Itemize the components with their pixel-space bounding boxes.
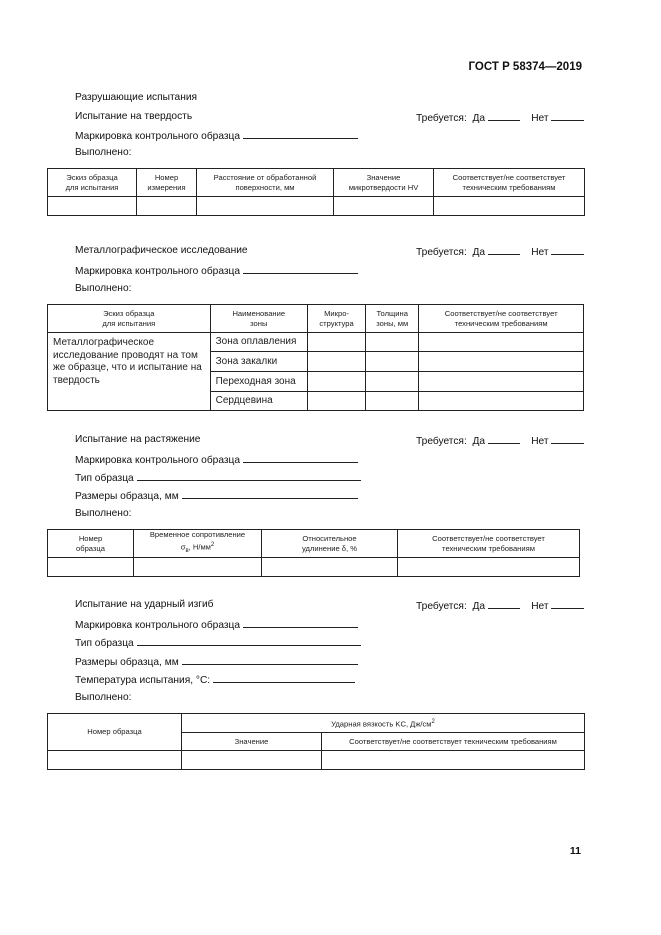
required-label: Требуется: [416, 601, 467, 612]
tensile-test-name: Испытание на растяжение [75, 434, 201, 445]
marking-label: Маркировка контрольного образца [75, 131, 241, 142]
no-blank[interactable] [551, 111, 584, 121]
size-blank[interactable] [182, 489, 358, 499]
zone-name: Сердцевина [210, 392, 307, 411]
table-cell[interactable] [307, 352, 365, 372]
impact-required [416, 599, 584, 613]
no-blank[interactable] [551, 599, 584, 609]
table-header-cell [210, 305, 307, 333]
table-header-cell [48, 530, 134, 558]
yes-blank[interactable] [488, 434, 520, 444]
sketch-note: Металлографическое исследование проводят на том же образце, что и испытание на твердость [48, 333, 211, 411]
header-text: Значение микротвердости HV [348, 172, 419, 192]
table-cell[interactable] [48, 751, 182, 770]
table-cell[interactable] [48, 558, 134, 577]
yes-label: Да [472, 247, 486, 258]
table-header-cell [48, 305, 211, 333]
tensile-marking [75, 453, 358, 467]
table-header-cell [334, 169, 434, 197]
impact-type [75, 636, 361, 650]
header-text: Эскиз образца для испытания [102, 308, 156, 328]
table-cell[interactable] [419, 333, 584, 352]
header-text: Номер образца [76, 533, 105, 553]
table-header-cell [398, 530, 580, 558]
metallography-marking [75, 264, 358, 278]
yes-blank[interactable] [488, 599, 520, 609]
yes-label: Да [472, 436, 486, 447]
header-text: Толщина зоны, мм [376, 308, 409, 328]
tensile-table [47, 529, 580, 577]
table-cell[interactable] [137, 197, 197, 216]
type-label: Тип образца [75, 638, 134, 649]
header-text: Эскиз образца для испытания [65, 172, 119, 192]
tensile-type [75, 471, 361, 485]
document-standard-header: ГОСТ Р 58374—2019 [468, 61, 582, 73]
hardness-marking [75, 129, 358, 143]
hardness-done-label: Выполнено: [75, 147, 132, 158]
zone-name: Зона закалки [210, 352, 307, 372]
type-label: Тип образца [75, 473, 134, 484]
table-header-cell [307, 305, 365, 333]
table-cell[interactable] [366, 372, 419, 392]
table-cell[interactable] [307, 372, 365, 392]
section-title: Разрушающие испытания [75, 92, 198, 103]
table-cell[interactable] [434, 197, 585, 216]
yes-blank[interactable] [488, 245, 520, 255]
unit-superscript: 2 [431, 718, 435, 725]
table-header-cell [262, 530, 398, 558]
no-label: Нет [531, 113, 549, 124]
table-cell[interactable] [48, 197, 137, 216]
table-cell[interactable] [307, 333, 365, 352]
header-text: Номер измерения [147, 172, 186, 192]
zone-name: Зона оплавления [210, 333, 307, 352]
hardness-table [47, 168, 585, 216]
table-cell[interactable] [322, 751, 585, 770]
table-header-cell [137, 169, 197, 197]
marking-blank[interactable] [243, 453, 358, 463]
table-header-cell [197, 169, 334, 197]
impact-size [75, 655, 358, 669]
size-label: Размеры образца, мм [75, 491, 179, 502]
metallography-done-label: Выполнено: [75, 283, 132, 294]
zone-name: Переходная зона [210, 372, 307, 392]
no-blank[interactable] [551, 245, 584, 255]
header-text: Микро- структура [319, 308, 354, 328]
marking-blank[interactable] [243, 129, 358, 139]
impact-test-name: Испытание на ударный изгиб [75, 599, 214, 610]
header-text: Соответствует/не соответствует техническим требованиям [452, 172, 566, 192]
impact-done-label: Выполнено: [75, 692, 132, 703]
page-number: 11 [569, 845, 581, 857]
table-header-cell [134, 530, 262, 558]
hardness-test-name: Испытание на твердость [75, 111, 193, 122]
unit-superscript: 2 [210, 542, 215, 549]
header-text: Наименование зоны [232, 308, 286, 328]
table-cell[interactable] [366, 392, 419, 411]
no-blank[interactable] [551, 434, 584, 444]
tensile-required [416, 434, 584, 448]
table-cell[interactable] [182, 751, 322, 770]
table-header-cell [434, 169, 585, 197]
table-header-cell [419, 305, 584, 333]
table-cell[interactable] [307, 392, 365, 411]
type-blank[interactable] [137, 471, 361, 481]
tensile-done-label: Выполнено: [75, 508, 132, 519]
yes-blank[interactable] [488, 111, 520, 121]
table-header-cell [48, 169, 137, 197]
header-text: Соответствует/не соответствует техническим требованиям [444, 308, 558, 328]
table-cell[interactable] [366, 352, 419, 372]
type-blank[interactable] [137, 636, 361, 646]
no-label: Нет [531, 601, 549, 612]
table-cell[interactable] [134, 558, 262, 577]
table-cell[interactable] [262, 558, 398, 577]
sigma-subscript: в [185, 548, 189, 555]
impact-temperature [75, 673, 355, 687]
table-header-cell [182, 714, 585, 733]
table-header-cell: Соответствует/не соответствует техническим требованиям [322, 733, 585, 751]
marking-label: Маркировка контрольного образца [75, 620, 241, 631]
table-cell[interactable] [366, 333, 419, 352]
metallography-test-name: Металлографическое исследование [75, 245, 248, 256]
marking-label: Маркировка контрольного образца [75, 266, 241, 277]
yes-label: Да [472, 601, 486, 612]
required-label: Требуется: [416, 113, 467, 124]
table-cell[interactable] [419, 392, 584, 411]
table-cell[interactable] [398, 558, 580, 577]
hardness-required [416, 111, 584, 125]
metallography-table [47, 304, 584, 411]
no-label: Нет [531, 247, 549, 258]
impact-table [47, 713, 585, 770]
strength-unit: , Н/мм [188, 543, 211, 552]
header-text: Расстояние от обработанной поверхности, мм [213, 172, 317, 192]
table-cell[interactable] [197, 197, 334, 216]
strength-header-line1: Временное сопротивление [149, 530, 246, 540]
tensile-size [75, 489, 358, 503]
table-header-cell [366, 305, 419, 333]
impact-marking [75, 618, 358, 632]
temperature-label: Температура испытания, °С: [75, 675, 211, 686]
marking-blank[interactable] [243, 618, 358, 628]
header-text: Относительное удлинение δ, % [301, 533, 358, 553]
metallography-required [416, 245, 584, 259]
toughness-header: Ударная вязкость KC, Дж/см [331, 719, 432, 729]
size-label: Размеры образца, мм [75, 657, 179, 668]
header-text: Соответствует/не соответствует техническим требованиям [432, 533, 545, 553]
required-label: Требуется: [416, 247, 467, 258]
table-header-cell: Значение [182, 733, 322, 751]
marking-blank[interactable] [243, 264, 358, 274]
required-label: Требуется: [416, 436, 467, 447]
table-cell[interactable] [419, 372, 584, 392]
marking-label: Маркировка контрольного образца [75, 455, 241, 466]
sigma-symbol: σ [180, 543, 186, 552]
temperature-blank[interactable] [213, 673, 355, 683]
table-cell[interactable] [334, 197, 434, 216]
yes-label: Да [472, 113, 486, 124]
size-blank[interactable] [182, 655, 358, 665]
table-header-cell: Номер образца [48, 714, 182, 751]
no-label: Нет [531, 436, 549, 447]
table-cell[interactable] [419, 352, 584, 372]
